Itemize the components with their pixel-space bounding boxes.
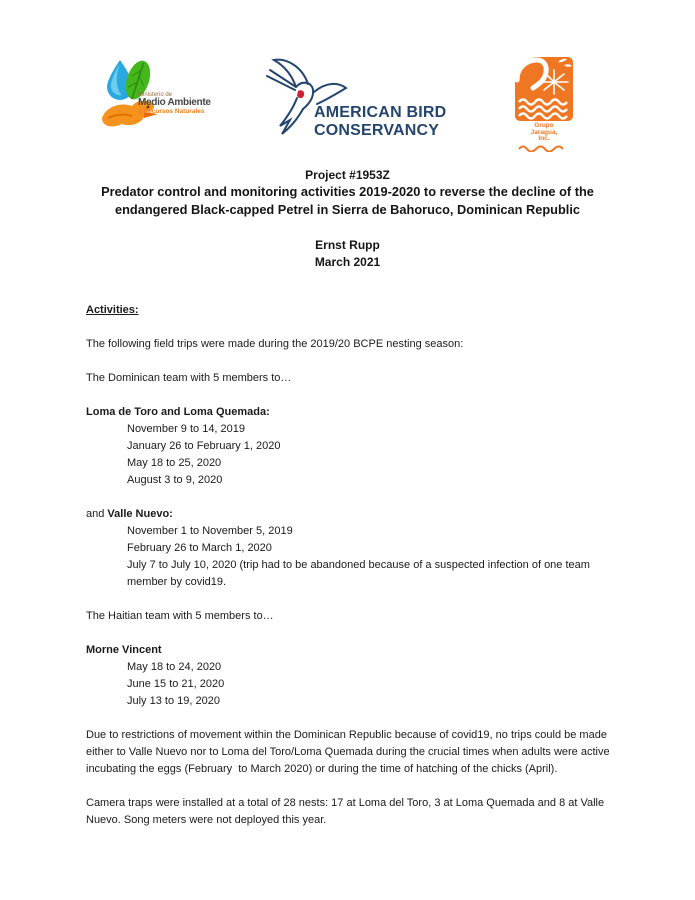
valle-heading: Valle Nuevo: <box>107 508 173 520</box>
morne-heading: Morne Vincent <box>86 644 162 656</box>
trip-date: July 13 to 19, 2020 <box>127 695 220 707</box>
ministry-environment-logo <box>98 56 230 144</box>
abc-logo-line2: CONSERVANCY <box>314 122 440 140</box>
author-name: Ernst Rupp <box>315 238 380 252</box>
american-bird-conservancy-logo <box>256 54 447 148</box>
valle-heading-line <box>86 506 614 523</box>
trip-date: November 1 to November 5, 2019 <box>127 525 293 537</box>
dominican-team-line: The Dominican team with 5 members to… <box>86 372 292 384</box>
covid-restrictions-paragraph: Due to restrictions of movement within the Dominican Republic because of covid19, no trips could be made either to Valle Nuevo nor to Loma del Toro/Loma Quemada during the crucial times when adults were active incubating the eggs (February to March 2020) or during the time of hatching of the chicks (April). <box>86 729 613 775</box>
grupo-jaragua-logo <box>504 56 584 156</box>
trip-date: July 7 to July 10, 2020 (trip had to be abandoned because of a suspected infection of one team member by covid19. <box>127 559 590 588</box>
report-title-line2: endangered Black-capped Petrel in Sierra de Bahoruco, Dominican Republic <box>114 202 581 217</box>
jaragua-logo-line1: Grupo <box>534 122 554 129</box>
intro-sentence: The following field trips were made during the 2019/20 BCPE nesting season: <box>86 338 464 350</box>
trip-date: August 3 to 9, 2020 <box>127 474 223 486</box>
trip-date: November 9 to 14, 2019 <box>127 423 246 435</box>
report-title-line1: Predator control and monitoring activities 2019-2020 to reverse the decline of the <box>101 184 594 199</box>
report-date: March 2021 <box>314 255 381 269</box>
loma-heading: Loma de Toro and Loma Quemada: <box>86 406 270 418</box>
trip-date: May 18 to 24, 2020 <box>127 661 222 673</box>
ministry-logo-line1: Ministerio de <box>138 92 173 98</box>
loma-trip-dates <box>86 421 614 489</box>
jaragua-wave-icon <box>517 144 571 152</box>
report-body <box>86 302 614 829</box>
jaragua-logo-icon <box>514 56 574 122</box>
haitian-team-line: The Haitian team with 5 members to… <box>86 610 274 622</box>
activities-heading: Activities: <box>86 304 139 316</box>
project-number: Project #1953Z <box>305 168 390 182</box>
title-block <box>0 167 695 271</box>
camera-traps-paragraph: Camera traps were installed at a total of 28 nests: 17 at Loma del Toro, 3 at Loma Quemada and 8 at Valle Nuevo. Song meters were not deployed this year. <box>86 797 605 826</box>
morne-trip-dates <box>86 659 614 710</box>
jaragua-logo-line2: Jaragua, <box>530 128 558 136</box>
abc-logo-line1: AMERICAN BIRD <box>314 104 447 121</box>
trip-date: January 26 to February 1, 2020 <box>127 440 281 452</box>
and-prefix: and <box>86 508 108 520</box>
ministry-logo-line3: y Recursos Naturales <box>138 107 205 115</box>
trip-date: June 15 to 21, 2020 <box>127 678 225 690</box>
ministry-logo-line2: Medio Ambiente <box>138 97 211 109</box>
trip-date: May 18 to 25, 2020 <box>127 457 222 469</box>
trip-date: February 26 to March 1, 2020 <box>127 542 272 554</box>
jaragua-logo-line3: Inc. <box>538 135 550 142</box>
valle-trip-dates <box>86 523 614 591</box>
